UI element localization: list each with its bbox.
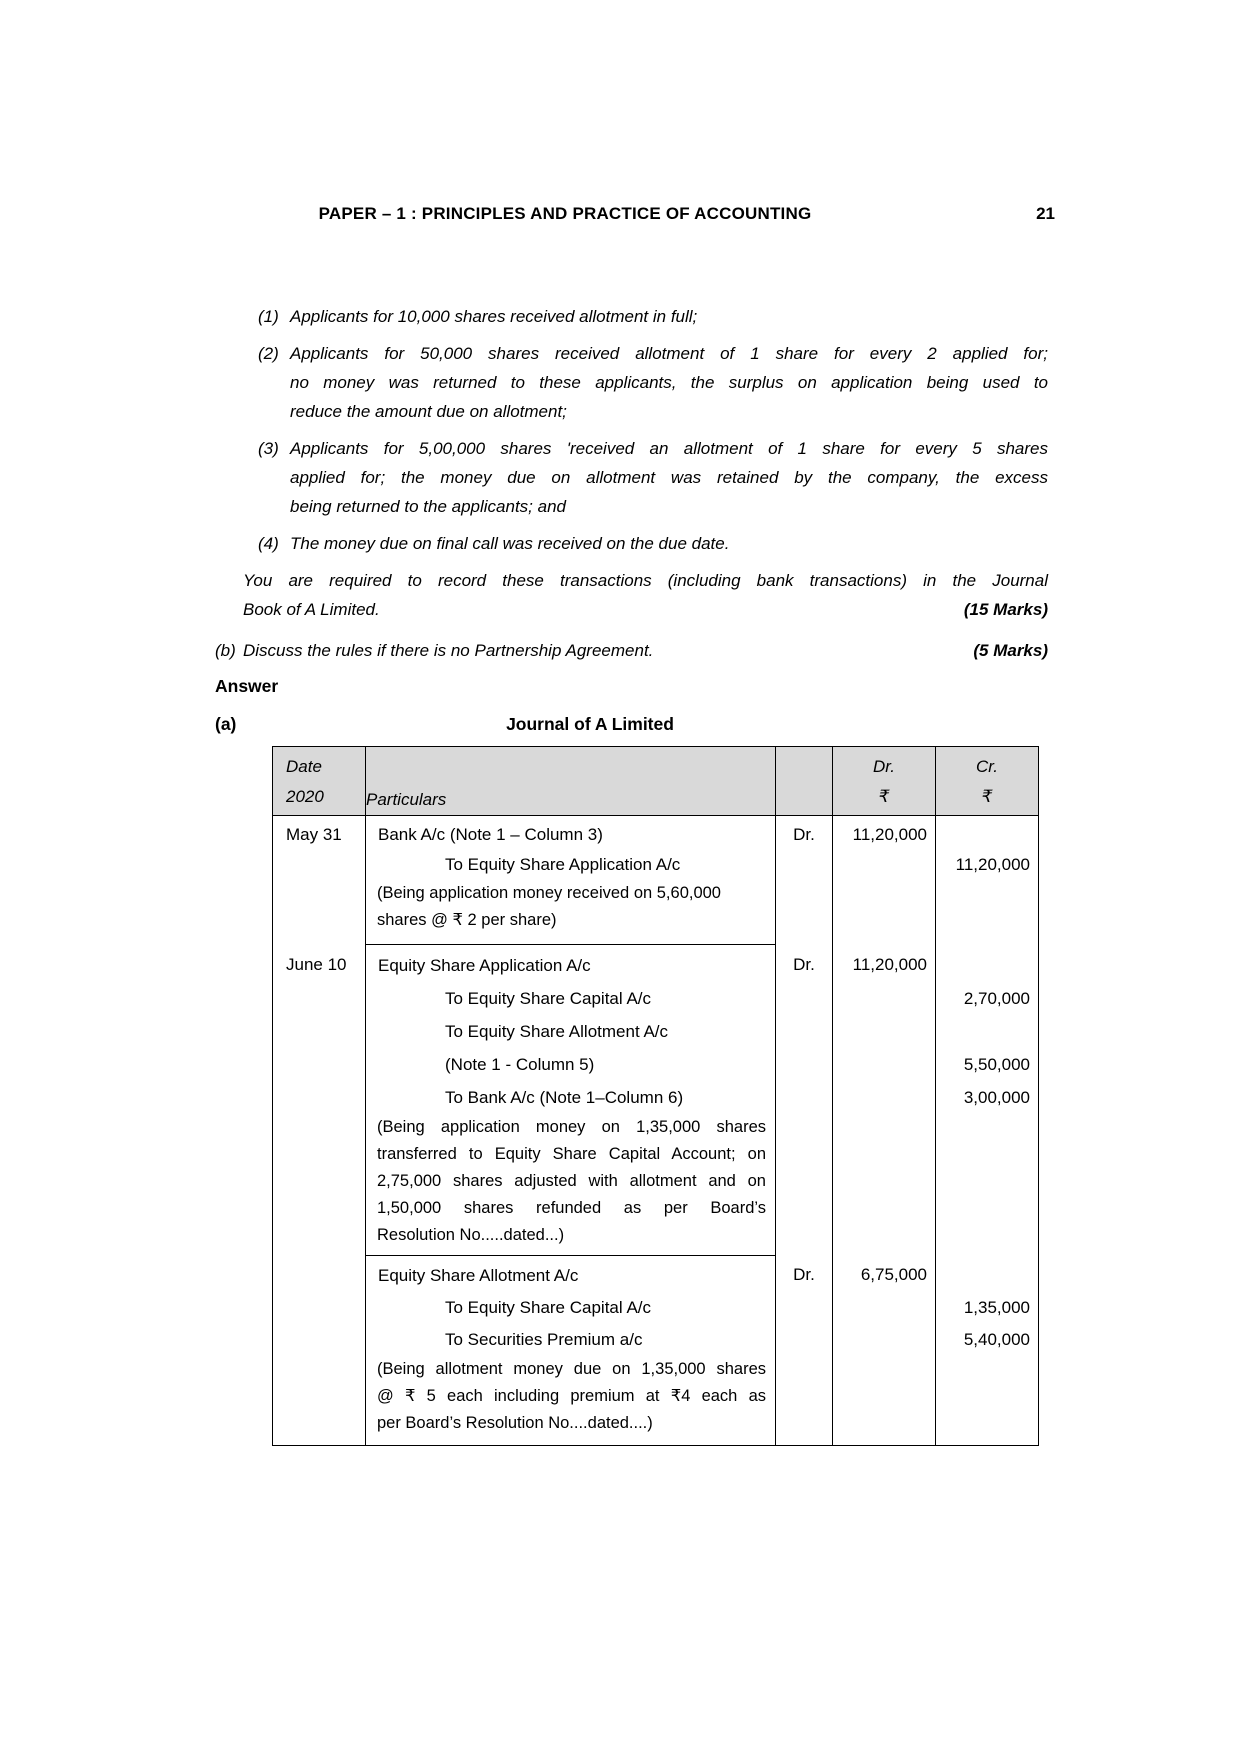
- entry-cr-amount-cell: 1,35,000: [963, 1298, 1030, 1317]
- entry-particulars-line: Equity Share Application A/c: [366, 944, 776, 982]
- part-b-text: Discuss the rules if there is no Partnership Agreement.: [243, 641, 654, 660]
- entry-date-cell: [273, 1222, 366, 1255]
- question-item-4: [258, 529, 1048, 558]
- entry-dr-label-cell: Dr.: [776, 944, 833, 982]
- entry-date-cell: [273, 1410, 366, 1445]
- entry-date-cell: [273, 1255, 366, 1292]
- entry-particulars-line: To Bank A/c (Note 1–Column 6): [366, 1081, 776, 1114]
- page-number: 21: [1036, 204, 1055, 223]
- entry-cr-amount-cell: [936, 907, 1038, 944]
- entry-particulars-line: To Securities Premium a/c: [366, 1324, 776, 1356]
- entry-particulars-line: 1,50,000 shares refunded as per Board’s: [366, 1195, 776, 1222]
- entry-date-cell: [273, 1141, 366, 1168]
- entry-dr-label-cell: Dr.: [776, 1255, 833, 1292]
- entry-particulars-line: To Equity Share Capital A/c: [366, 982, 776, 1015]
- entry-dr-label-cell: [776, 1015, 833, 1048]
- header-cr-label: Cr.: [975, 757, 999, 776]
- entry-cr-amount-cell: [936, 1114, 1038, 1141]
- table-header-blank: [776, 747, 833, 816]
- item-line: reduce the amount due on allotment;: [290, 402, 567, 421]
- entry-particulars-line: transferred to Equity Share Capital Account; on: [366, 1141, 776, 1168]
- entry-dr-amount-cell: [833, 1222, 936, 1255]
- entry-cr-amount-cell: [936, 1255, 1038, 1292]
- entry-dr-label-cell: [776, 1141, 833, 1168]
- item-line: The money due on final call was received on the due date.: [290, 534, 730, 553]
- entry-date-cell: June 10: [273, 944, 366, 982]
- entry-dr-amount-cell: [833, 1383, 936, 1410]
- entry-cr-amount-cell: [936, 880, 1038, 907]
- entry-cr-amount-cell: 2,70,000: [963, 989, 1030, 1008]
- entry-dr-label-cell: [776, 850, 833, 880]
- entry-dr-label-cell: [776, 1410, 833, 1445]
- entry-date-cell: [273, 850, 366, 880]
- part-number: (b): [215, 641, 236, 660]
- entry-dr-label-cell: [776, 880, 833, 907]
- question-item-3: [258, 434, 1048, 521]
- entry-dr-amount-cell: [833, 1292, 936, 1324]
- entry-dr-label-cell: Dr.: [776, 816, 833, 850]
- entry-dr-amount-cell: [833, 1141, 936, 1168]
- entry-cr-amount-cell: [936, 1195, 1038, 1222]
- entry-date-cell: [273, 1048, 366, 1081]
- entry-dr-amount-cell: [833, 982, 936, 1015]
- entry-dr-amount-cell: [833, 1114, 936, 1141]
- item-line: Applicants for 5,00,000 shares 'received an allotment of 1 share for every 5 shares: [290, 439, 1048, 458]
- entry-dr-label-cell: [776, 1356, 833, 1383]
- entry-dr-amount-cell: [833, 1195, 936, 1222]
- item-line: being returned to the applicants; and: [290, 497, 566, 516]
- entry-dr-amount-cell: [833, 1410, 936, 1445]
- marks-label: (5 Marks): [973, 641, 1048, 660]
- entry-cr-amount-cell: 3,00,000: [963, 1088, 1030, 1107]
- entry-particulars-line: per Board’s Resolution No....dated....): [366, 1410, 776, 1445]
- page-header-title: PAPER – 1 : PRINCIPLES AND PRACTICE OF ACCOUNTING: [318, 204, 812, 223]
- entry-dr-amount-cell: [833, 1356, 936, 1383]
- entry-particulars-line: Equity Share Allotment A/c: [366, 1255, 776, 1292]
- entry-particulars-line: (Being application money on 1,35,000 shares: [366, 1114, 776, 1141]
- entry-dr-label-cell: [776, 1292, 833, 1324]
- entry-date-cell: [273, 1383, 366, 1410]
- item-number: (4): [258, 534, 279, 553]
- header-year-label: 2020: [286, 787, 324, 806]
- entry-dr-amount-cell: 6,75,000: [833, 1255, 936, 1292]
- entry-particulars-line: (Being allotment money due on 1,35,000 shares: [366, 1356, 776, 1383]
- requirement-paragraph: [243, 566, 1048, 624]
- entry-dr-amount-cell: [833, 1168, 936, 1195]
- entry-dr-amount-cell: [833, 1324, 936, 1356]
- marks-label: (15 Marks): [963, 600, 1048, 619]
- item-line: no money was returned to these applicants, the surplus on application being used to: [290, 373, 1048, 392]
- question-part-b: [215, 636, 1048, 665]
- question-item-1: [258, 302, 1048, 331]
- entry-cr-amount-cell: 11,20,000: [955, 855, 1030, 874]
- entry-dr-amount-cell: [833, 850, 936, 880]
- entry-cr-amount-cell: [936, 1015, 1038, 1048]
- question-items: [258, 302, 1048, 566]
- entry-particulars-line: To Equity Share Allotment A/c: [366, 1015, 776, 1048]
- table-header-dr: [833, 747, 936, 816]
- entry-particulars-line: Resolution No.....dated...): [366, 1222, 776, 1255]
- item-number: (1): [258, 307, 279, 326]
- entry-date-cell: May 31: [273, 816, 366, 850]
- table-header-date: [273, 747, 366, 816]
- entry-dr-label-cell: [776, 1324, 833, 1356]
- entry-date-cell: [273, 1356, 366, 1383]
- entry-cr-amount-cell: [936, 1410, 1038, 1445]
- entry-date-cell: [273, 907, 366, 944]
- entry-date-cell: [273, 880, 366, 907]
- entry-dr-amount-cell: [833, 1048, 936, 1081]
- entry-date-cell: [273, 1015, 366, 1048]
- entry-dr-label-cell: [776, 907, 833, 944]
- entry-cr-amount-cell: 5,40,000: [963, 1330, 1030, 1349]
- entry-cr-amount-cell: [936, 1141, 1038, 1168]
- rupee-symbol: ₹: [878, 787, 890, 806]
- entry-dr-amount-cell: [833, 1015, 936, 1048]
- question-item-2: [258, 339, 1048, 426]
- item-line: applied for; the money due on allotment was retained by the company, the excess: [290, 468, 1048, 487]
- requirement-line: Book of A Limited.: [243, 600, 380, 619]
- entry-particulars-line: (Being application money received on 5,60,000: [366, 880, 776, 907]
- table-header-particulars: Particulars: [366, 747, 776, 816]
- entry-date-cell: [273, 1114, 366, 1141]
- entry-dr-amount-cell: 11,20,000: [833, 944, 936, 982]
- entry-cr-amount-cell: [936, 1168, 1038, 1195]
- entry-date-cell: [273, 1292, 366, 1324]
- entry-cr-amount-cell: 5,50,000: [963, 1055, 1030, 1074]
- entry-dr-label-cell: [776, 1195, 833, 1222]
- entry-cr-amount-cell: [936, 944, 1038, 982]
- journal-table-title: Journal of A Limited: [506, 714, 674, 734]
- header-dr-label: Dr.: [872, 757, 896, 776]
- entry-dr-amount-cell: [833, 880, 936, 907]
- entry-dr-label-cell: [776, 982, 833, 1015]
- entry-date-cell: [273, 1195, 366, 1222]
- entry-particulars-line: shares @ ₹ 2 per share): [366, 907, 776, 944]
- entry-particulars-line: To Equity Share Capital A/c: [366, 1292, 776, 1324]
- item-line: Applicants for 50,000 shares received allotment of 1 share for every 2 applied for;: [290, 344, 1048, 363]
- entry-dr-amount-cell: [833, 1081, 936, 1114]
- entry-particulars-line: @ ₹ 5 each including premium at ₹4 each as: [366, 1383, 776, 1410]
- item-line: Applicants for 10,000 shares received allotment in full;: [290, 307, 698, 326]
- entry-particulars-line: To Equity Share Application A/c: [366, 850, 776, 880]
- entry-particulars-line: 2,75,000 shares adjusted with allotment and on: [366, 1168, 776, 1195]
- entry-cr-amount-cell: [936, 1222, 1038, 1255]
- header-date-label: Date: [286, 757, 322, 776]
- entry-dr-amount-cell: 11,20,000: [833, 816, 936, 850]
- entry-dr-label-cell: [776, 1081, 833, 1114]
- entry-particulars-line: Bank A/c (Note 1 – Column 3): [366, 816, 776, 850]
- entry-dr-label-cell: [776, 1383, 833, 1410]
- requirement-line: You are required to record these transactions (including bank transactions) in the Journal: [243, 571, 1048, 590]
- entry-dr-amount-cell: [833, 907, 936, 944]
- rupee-symbol: ₹: [981, 787, 993, 806]
- entry-date-cell: [273, 982, 366, 1015]
- entry-dr-label-cell: [776, 1168, 833, 1195]
- entry-cr-amount-cell: [936, 1383, 1038, 1410]
- item-number: (2): [258, 344, 279, 363]
- entry-date-cell: [273, 1081, 366, 1114]
- entry-cr-amount-cell: [936, 1356, 1038, 1383]
- item-number: (3): [258, 439, 279, 458]
- table-header-cr: [936, 747, 1038, 816]
- answer-heading: Answer: [215, 676, 279, 696]
- entry-cr-amount-cell: [936, 816, 1038, 850]
- entry-dr-label-cell: [776, 1222, 833, 1255]
- entry-date-cell: [273, 1168, 366, 1195]
- entry-dr-label-cell: [776, 1048, 833, 1081]
- entry-dr-label-cell: [776, 1114, 833, 1141]
- answer-part-a-number: (a): [215, 714, 237, 734]
- journal-table: [272, 746, 1039, 1446]
- entry-particulars-line: (Note 1 - Column 5): [366, 1048, 776, 1081]
- entry-date-cell: [273, 1324, 366, 1356]
